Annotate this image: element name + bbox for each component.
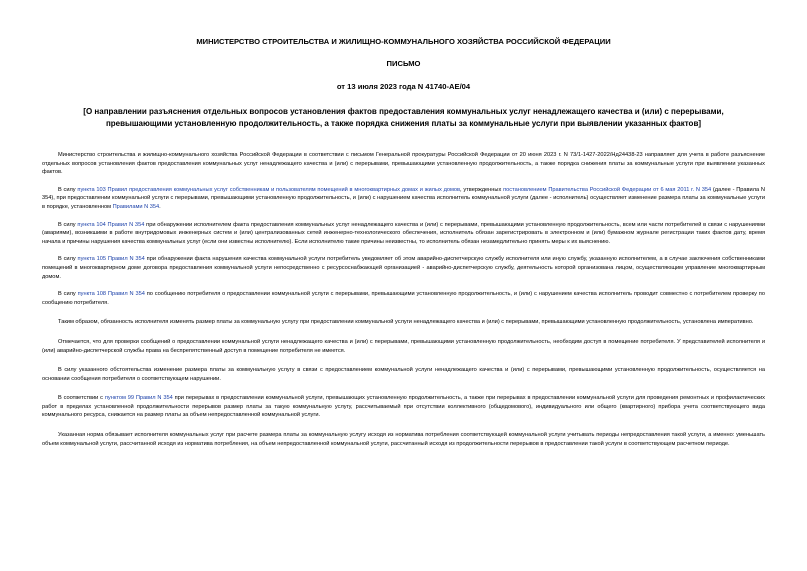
link-rules-354[interactable]: Правилами N 354 [112, 203, 160, 210]
link-rules-item-99[interactable]: пунктом 99 Правил N 354 [104, 395, 173, 402]
link-government-decree-354[interactable]: постановлением Правительства Российской Федерации от 6 мая 2011 г. N 354 [503, 186, 712, 193]
paragraph-9 [42, 394, 765, 420]
link-rules-item-103[interactable]: пункта 103 Правил предоставления коммунальных услуг собственникам и пользователям помещений в многоквартирных домах и жилых домов [77, 186, 461, 193]
text: В силу [58, 221, 78, 228]
paragraph-3 [42, 221, 765, 247]
text: В соответствии с [58, 395, 105, 402]
link-rules-item-108[interactable]: пункта 108 Правил N 354 [77, 291, 145, 298]
paragraph-6: Таким образом, обязанность исполнителя изменять размер платы за коммунальную услугу при предоставлении коммунальной услуги ненадлежащего качества и (или) с перерывами, превышающими установленную продолжительность, установлена императивно. [58, 319, 754, 326]
link-rules-item-105[interactable]: пункта 105 Правил N 354 [77, 256, 145, 263]
issuing-authority: МИНИСТЕРСТВО СТРОИТЕЛЬСТВА И ЖИЛИЩНО-КОММУНАЛЬНОГО ХОЗЯЙСТВА РОССИЙСКОЙ ФЕДЕРАЦИИ [196, 37, 611, 46]
link-rules-item-104[interactable]: пункта 104 Правил N 354 [77, 221, 145, 228]
text: В силу [58, 186, 78, 193]
paragraph-2 [42, 186, 765, 212]
document-body [42, 151, 765, 448]
text: при обнаружении факта нарушения качества коммунальной услуги потребитель уведомляет об этом аварийно-диспетчерскую службу исполнителя или иную службу, указанную исполнителем, а в случае заключения собственниками помещений в многоквартирном доме договора предоставления коммунальной услуги непосредственно с ресурсоснабжающей организацией - аварийно-диспетчерскую службу, деятельность которой организована лицом, осуществляющим управление многоквартирным домом. [42, 256, 765, 280]
text: В силу [58, 256, 78, 263]
document-type: ПИСЬМО [386, 59, 421, 68]
text: (далее - Правила N 354), при предоставлении коммунальной услуги с перерывами, превышающими установленную продолжительность, и (или) с нарушением качества исполнитель коммунальной услуги (далее - исполнитель) осуществляет изменение размера платы за коммунальные услуги в порядке, установленном [42, 186, 765, 210]
text: при перерывах в предоставлении коммунальной услуги, превышающих установленную продолжительность, а также при перерывах в предоставлении коммунальной услуги для проведения ремонтных и профилактических работ в пределах установленной продолжительности перерывов размер платы за такую коммунальную услугу, рассчитываемый при отсутствии коллективного (общедомового), индивидуального или общего (квартирного) прибора учета соответствующего вида коммунального ресурса, снижается на размер платы за объем непредоставленной коммунальной услуги. [42, 395, 765, 419]
paragraph-5 [42, 290, 765, 307]
text: В силу [58, 291, 78, 298]
document-date-number: от 13 июля 2023 года N 41740-АЕ/04 [336, 82, 471, 91]
subject-line-2: превышающими установленную продолжительность, а также порядка снижения платы за коммунальные услуги при выявлении указанных фактов] [105, 118, 702, 128]
paragraph-7: Отмечается, что для проверки сообщений о предоставлении коммунальной услуги ненадлежащего качества и (или) с перерывами, превышающими установленную продолжительность, необходим доступ в помещение потребителя. У представителей исполнителя и (или) аварийно-диспетчерской службы права на беспрепятственный доступ в помещение потребителя не имеется. [42, 338, 765, 354]
subject-line-1: [О направлении разъяснения отдельных вопросов установления фактов предоставления коммунальных услуг ненадлежащего качества и (или) с перерывами, [83, 107, 724, 116]
text: по сообщению потребителя о предоставлении коммунальной услуги с перерывами, превышающими установленную продолжительность, и (или) с нарушением качества исполнитель проводит совместно с потребителем проверку по сообщению потребителя. [42, 291, 765, 306]
document-subject [0, 106, 807, 129]
paragraph-1: Министерство строительства и жилищно-коммунального хозяйства Российской Федерации в соответствии с письмом Генеральной прокуратуры Российской Федерации от 20 июня 2023 г. N 73/1-1427-2022/Нд24438-23 направляет для учета в работе разъяснение отдельных вопросов установления фактов предоставления коммунальных услуг ненадлежащего качества и (или) с перерывами, превышающими установленную продолжительность, а также порядка снижения платы за коммунальные услуги при выявлении указанных фактов. [42, 152, 765, 176]
paragraph-8: В силу указанного обстоятельства изменение размера платы за коммунальную услугу в связи с предоставлением коммунальной услуги ненадлежащего качества и (или) с перерывами, превышающими установленную продолжительность, осуществляется на основании сообщения потребителя о соответствующем нарушении. [42, 367, 765, 382]
paragraph-10: Указанная норма обязывает исполнителя коммунальных услуг при расчете размера платы за коммунальную услугу исходя из норматива потребления соответствующей коммунальной услуги учитывать периоды непредоставления такой услуги, а именно: уменьшать объем коммунальной услуги, рассчитанной исходя из норматива потребления, на объем непредоставленной коммунальной услуги, рассчитанный исходя из продолжительности перерывов в предоставлении такой услуги в соответствующем расчетном периоде. [42, 432, 765, 447]
text: при обнаружении исполнителем факта предоставления коммунальных услуг ненадлежащего качества и (или) с перерывами, превышающими установленную продолжительность, всем или части потребителей в связи с нарушениями (авариями), возникшими в работе внутридомовых инженерных систем и (или) централизованных сетей инженерно-технологического обеспечения, исполнитель обязан зарегистрировать в электронном и (или) бумажном журнале регистрации таких фактов дату, время начала и причины нарушения качества коммунальных услуг (если они известны исполнителю). Если исполнителю такие причины неизвестны, то исполнитель обязан незамедлительно принять меры к их выяснению. [42, 221, 765, 245]
text: . [159, 203, 161, 210]
paragraph-4 [42, 255, 765, 281]
text: , утвержденных [460, 186, 504, 193]
